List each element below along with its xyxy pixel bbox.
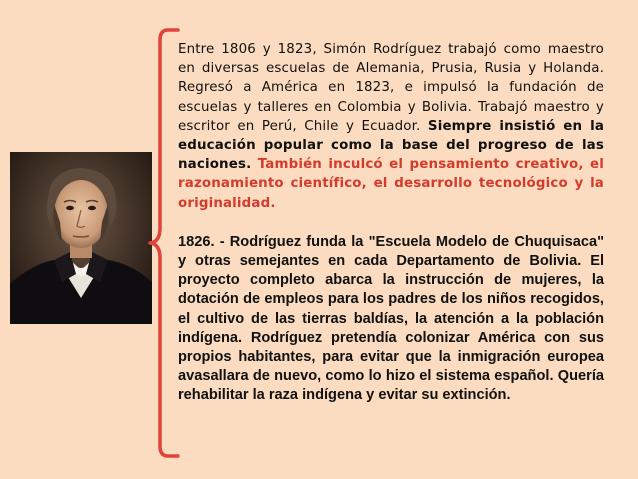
portrait-image (10, 152, 152, 324)
paragraph-2: 1826. - Rodríguez funda la "Escuela Modelo de Chuquisaca" y otras semejantes en cada Departamento de Bolivia. El proyecto completo abarca la instrucción de mujeres, la dotación de empleos para los padres de los niños recogidos, el cultivo de las tierras baldías, la atención a la población indígena. Rodríguez pretendía colonizar América con sus propios habitantes, para evitar que la inmigración europea avasallara de nuevo, como lo hizo el sistema español. Quería rehabilitar la raza indígena y evitar su extinción. (178, 233, 604, 404)
paragraph-1 (178, 40, 604, 213)
paragraph-1-bold: Siempre insistió en la educación popular como la base del progreso de las naciones. (178, 118, 604, 173)
paragraph-1-regular: Entre 1806 y 1823, Simón Rodríguez trabajó como maestro en diversas escuelas de Alemania, Prusia, Rusia y Holanda. Regresó a América en 1823, e impulsó la fundación de escuelas y talleres en Colombia y Bolivia. Trabajó maestro y escritor en Perú, Chile y Ecuador. (178, 42, 604, 134)
content-text (178, 40, 604, 406)
curly-brace-icon (148, 28, 182, 458)
portrait-illustration (10, 152, 152, 324)
paragraph-1-highlight: También inculcó el pensamiento creativo, el razonamiento científico, el desarrollo tecnológico y la originalidad. (178, 157, 604, 211)
